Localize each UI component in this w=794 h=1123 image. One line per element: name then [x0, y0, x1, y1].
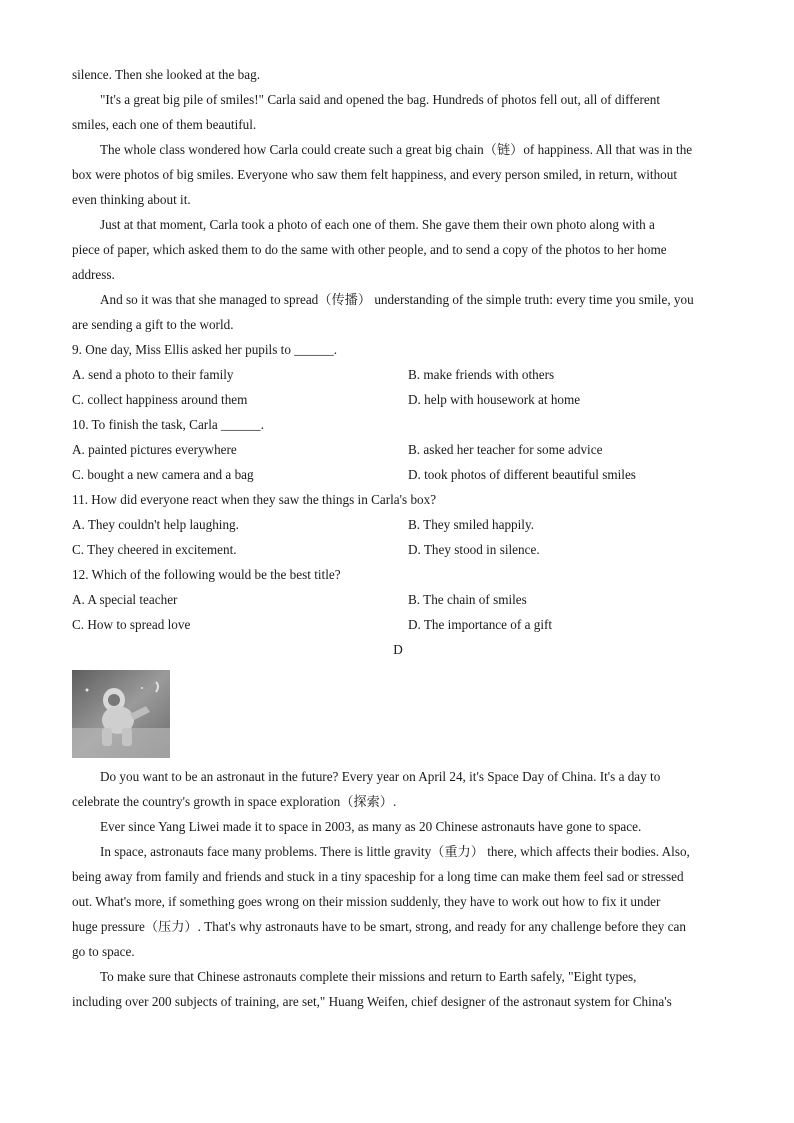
option-d: D. They stood in silence. [408, 542, 540, 557]
paragraph-line: celebrate the country's growth in space exploration（探索）. [72, 794, 397, 809]
option-b: B. asked her teacher for some advice [408, 442, 603, 457]
paragraph-line: To make sure that Chinese astronauts complete their missions and return to Earth safely, "Eight types, [100, 969, 637, 984]
question-12 [72, 562, 724, 637]
paragraph-line: are sending a gift to the world. [72, 317, 234, 332]
option-d: D. The importance of a gift [408, 617, 553, 632]
paragraph-line: Ever since Yang Liwei made it to space in 2003, as many as 20 Chinese astronauts have gone to space. [100, 819, 642, 834]
option-b: B. The chain of smiles [408, 592, 527, 607]
paragraph-line: "It's a great big pile of smiles!" Carla said and opened the bag. Hundreds of photos fell out, all of different [100, 92, 661, 107]
option-a: A. send a photo to their family [72, 367, 234, 382]
option-a: A. painted pictures everywhere [72, 442, 237, 457]
paragraph-line: Just at that moment, Carla took a photo of each one of them. She gave them their own photo along with a [100, 217, 655, 232]
paragraph-line: silence. Then she looked at the bag. [72, 67, 260, 82]
option-c: C. collect happiness around them [72, 392, 248, 407]
paragraph-line: go to space. [72, 944, 135, 959]
paragraph-line: address. [72, 267, 115, 282]
paragraph-line: box were photos of big smiles. Everyone who saw them felt happiness, and every person smiled, in return, without [72, 167, 678, 182]
passage-d [72, 764, 724, 1014]
paragraph-line: In space, astronauts face many problems. There is little gravity（重力） there, which affects their bodies. Also, [100, 844, 690, 859]
question-stem: 9. One day, Miss Ellis asked her pupils to ______. [72, 342, 338, 357]
passage-c [72, 62, 724, 337]
option-d: D. took photos of different beautiful smiles [408, 467, 636, 482]
section-heading: D [393, 642, 403, 657]
paragraph-line: including over 200 subjects of training, are set," Huang Weifen, chief designer of the astronaut system for China's [72, 994, 672, 1009]
paragraph-line: piece of paper, which asked them to do the same with other people, and to send a copy of the photos to her home [72, 242, 667, 257]
astronaut-image-icon [72, 670, 170, 758]
question-stem: 12. Which of the following would be the best title? [72, 567, 341, 582]
paragraph-line: even thinking about it. [72, 192, 191, 207]
paragraph-line: huge pressure（压力）. That's why astronauts have to be smart, strong, and ready for any challenge before they can [72, 919, 686, 934]
question-stem: 11. How did everyone react when they saw the things in Carla's box? [72, 492, 437, 507]
question-stem: 10. To finish the task, Carla ______. [72, 417, 264, 432]
option-c: C. How to spread love [72, 617, 191, 632]
option-d: D. help with housework at home [408, 392, 581, 407]
document-page [72, 62, 724, 1014]
paragraph-line: being away from family and friends and stuck in a tiny spaceship for a long time can make them feel sad or stressed [72, 869, 684, 884]
paragraph-line: Do you want to be an astronaut in the future? Every year on April 24, it's Space Day of China. It's a day to [100, 769, 661, 784]
question-11 [72, 487, 724, 562]
paragraph-line: smiles, each one of them beautiful. [72, 117, 257, 132]
question-10 [72, 412, 724, 487]
option-a: A. They couldn't help laughing. [72, 517, 239, 532]
option-c: C. bought a new camera and a bag [72, 467, 254, 482]
paragraph-line: out. What's more, if something goes wrong on their mission suddenly, they have to work out how to fix it under [72, 894, 661, 909]
option-a: A. A special teacher [72, 592, 178, 607]
paragraph-line: And so it was that she managed to spread（传播） understanding of the simple truth: every time you smile, you [100, 292, 694, 307]
paragraph-line: The whole class wondered how Carla could create such a great big chain（链）of happiness. All that was in the [100, 142, 693, 157]
option-c: C. They cheered in excitement. [72, 542, 237, 557]
option-b: B. They smiled happily. [408, 517, 535, 532]
option-b: B. make friends with others [408, 367, 555, 382]
astronaut-photo [72, 670, 170, 758]
question-9 [72, 337, 724, 412]
